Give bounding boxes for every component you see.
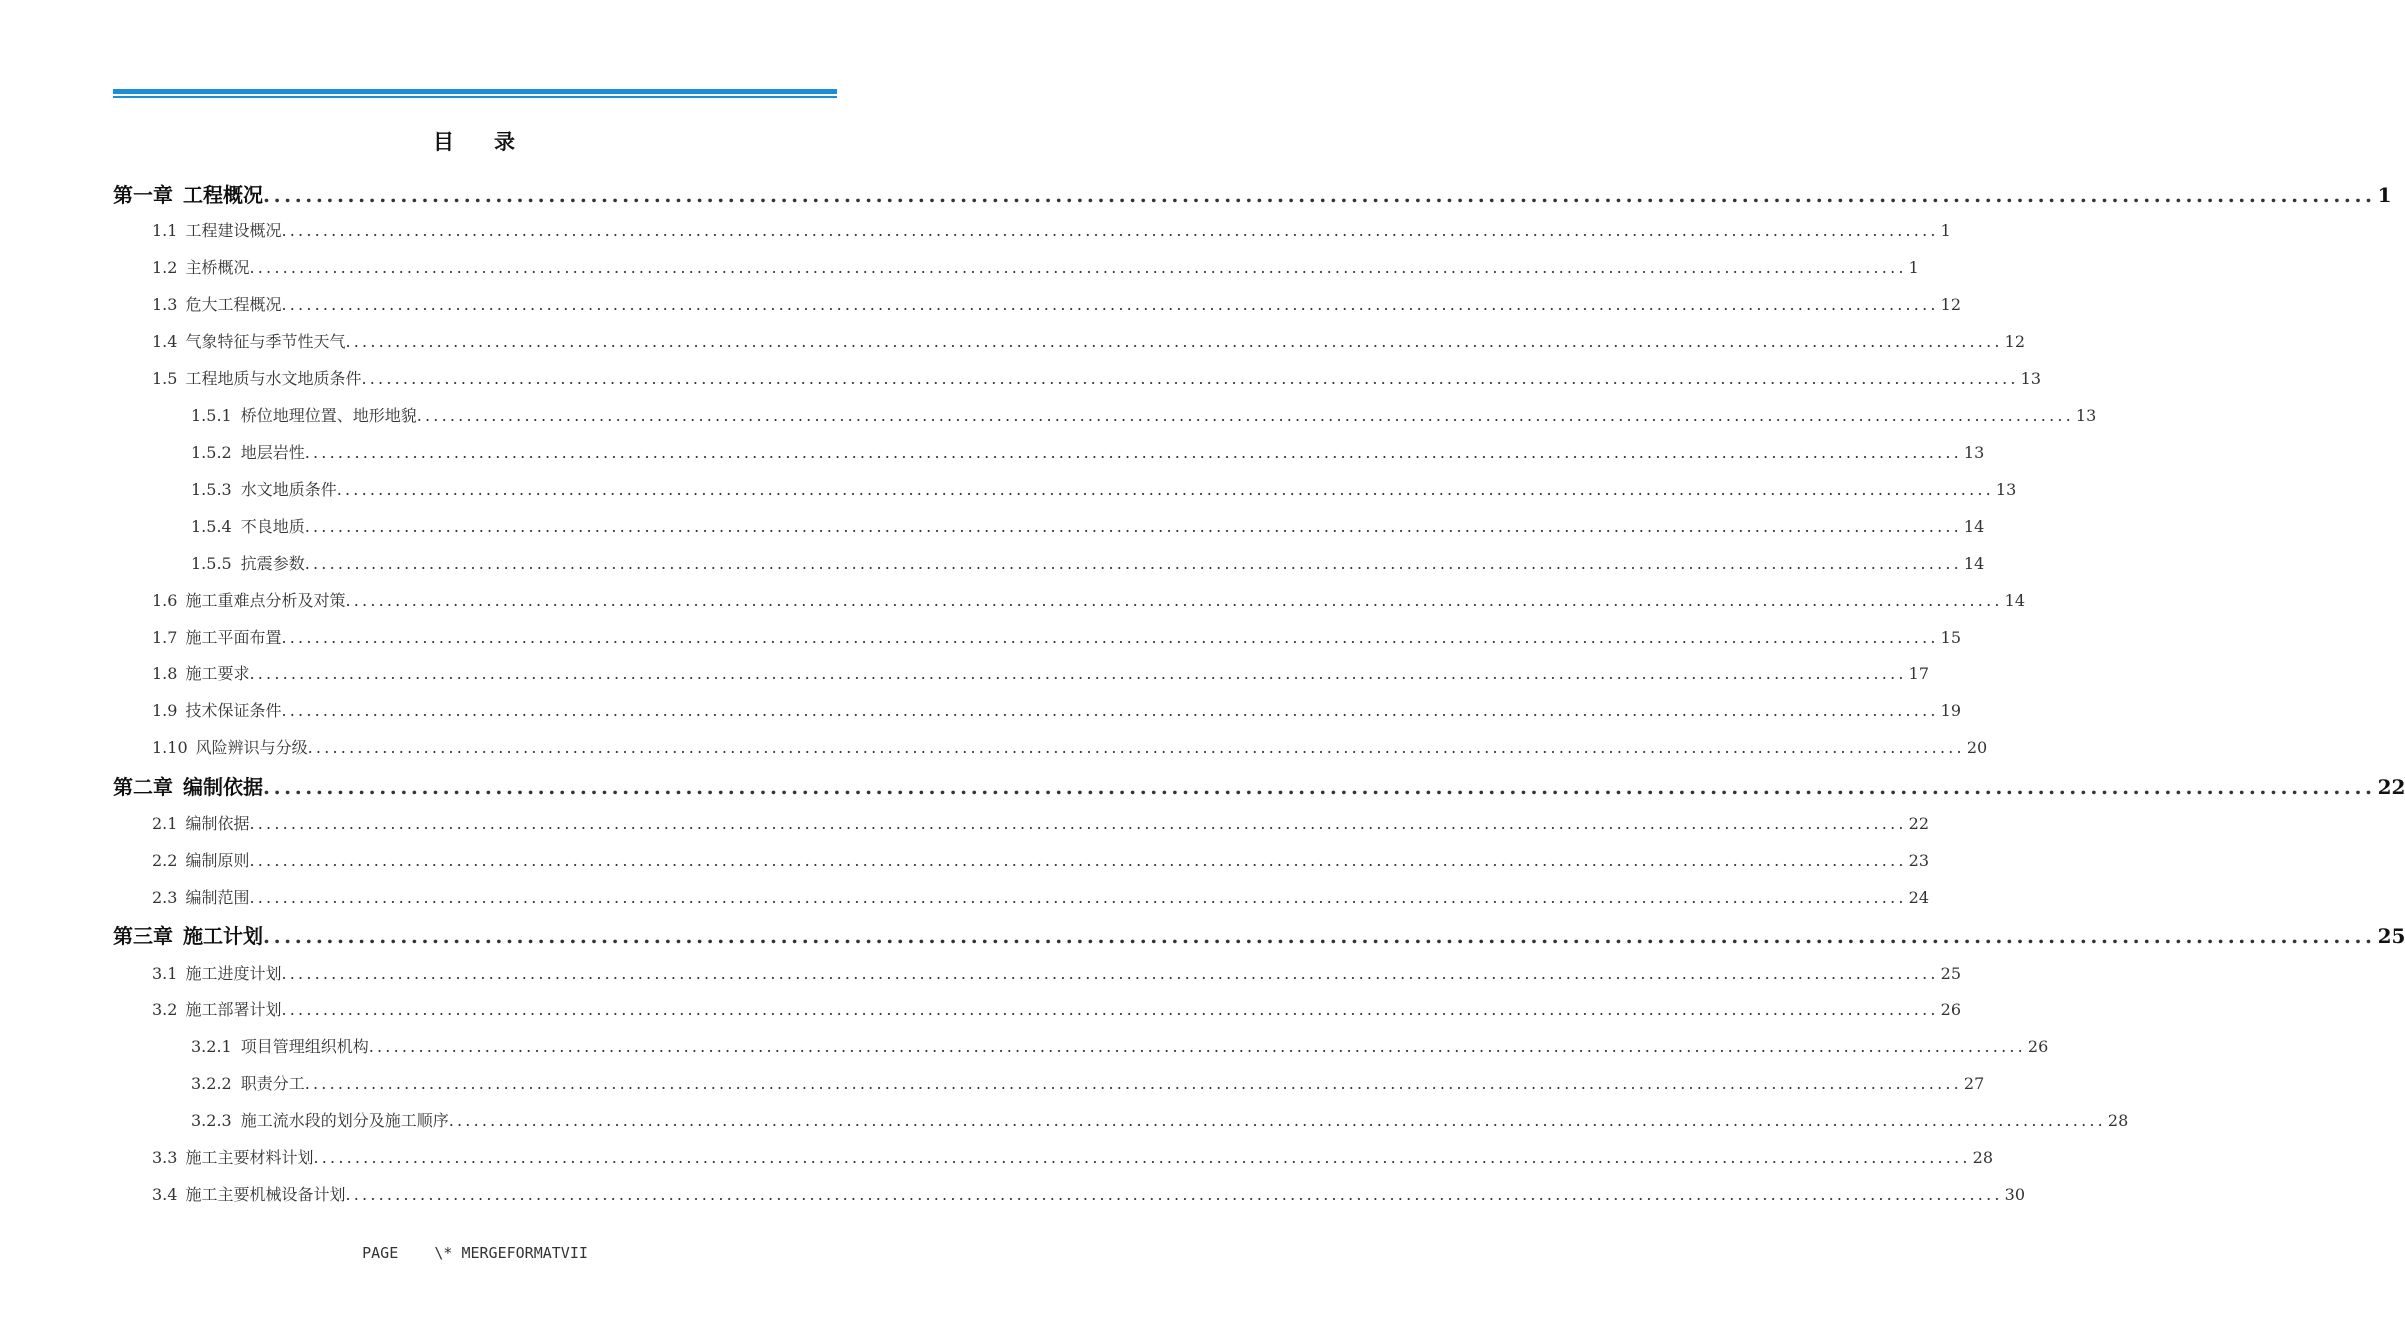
toc-entry-title: 施工流水段的划分及施工顺序 [240,1111,449,1130]
toc-entry-number: 3.3 [152,1148,178,1167]
toc-entry-title: 危大工程概况 [185,295,282,314]
toc-entry-title: 不良地质 [240,517,305,536]
toc-entry-number: 1.8 [152,664,178,683]
toc-entry-title: 气象特征与季节性天气 [185,332,346,351]
toc-entry-page: 12 [2004,332,2026,351]
toc-dot-leader: ........................................................................................................................................................................................................ [416,406,2074,425]
toc-entry-title: 施工计划 [183,924,263,948]
toc-entry-number: 1.5.5 [191,554,232,573]
toc-entry-page: 15 [1940,628,1962,647]
toc-entry-page: 24 [1908,888,1930,907]
toc-entry-number: 3.2.1 [191,1037,232,1056]
toc-chapter-entry[interactable] [113,771,2405,800]
toc-entry-title: 职责分工 [240,1074,305,1093]
toc-entry-title: 工程地质与水文地质条件 [185,369,362,388]
toc-entry-number: 1.7 [152,628,178,647]
toc-entry-number: 1.3 [152,295,178,314]
toc-entry[interactable] [152,961,1962,984]
toc-entry-page: 17 [1908,664,1930,683]
toc-title-left: 目 [433,129,456,154]
toc-entry[interactable] [152,255,1919,278]
toc-entry-number: 1.6 [152,591,178,610]
toc-entry[interactable] [152,885,1930,908]
toc-entry-title: 施工部署计划 [185,1000,282,1019]
toc-entry[interactable] [152,366,2042,389]
toc-entry-number: 3.2 [152,1000,178,1019]
toc-entry[interactable] [152,1182,2026,1205]
toc-entry-title: 编制范围 [185,888,250,907]
toc-dot-leader: ........................................................................................................................................................................................................ [448,1111,2106,1130]
toc-entry-page: 27 [1963,1074,1985,1093]
toc-dot-leader: ........................................................................................................................................................................................................ [304,443,1962,462]
toc-entry[interactable] [191,403,2097,426]
toc-dot-leader: ........................................................................................................................................................................................................ [345,332,2003,351]
toc-entry-number: 1.5.2 [191,443,232,462]
toc-entry[interactable] [152,698,1962,721]
toc-entry-title: 抗震参数 [240,554,305,573]
toc-chapter-entry[interactable] [113,179,2392,208]
toc-entry-page: 19 [1940,701,1962,720]
toc-entry-page: 26 [2027,1037,2049,1056]
toc-entry[interactable] [152,329,2026,352]
toc-entry-title: 技术保证条件 [185,701,282,720]
toc-entry-page: 1 [2377,183,2392,207]
toc-entry-number: 2.1 [152,814,178,833]
toc-dot-leader: ........................................................................................................................................................................................................ [249,888,1907,907]
toc-entry-page: 22 [2377,775,2405,799]
toc-entry-number: 2.2 [152,851,178,870]
toc-entry-title: 地层岩性 [240,443,305,462]
toc-entry-page: 14 [2004,591,2026,610]
toc-entry-number: 3.1 [152,964,178,983]
toc-entry-number: 3.2.2 [191,1074,232,1093]
toc-dot-leader: ........................................................................................................................................................................................................ [249,258,1907,277]
toc-dot-leader: ........................................................................................................................................................................................................ [263,775,2376,799]
toc-entry-page: 23 [1908,851,1930,870]
toc-entry[interactable] [191,551,1985,574]
toc-entry-title: 风险辨识与分级 [195,738,308,757]
toc-entry-number: 2.3 [152,888,178,907]
toc-dot-leader: ........................................................................................................................................................................................................ [281,964,1939,983]
toc-entry-title: 工程概况 [183,183,263,207]
toc-entry[interactable] [191,440,1985,463]
toc-entry-page: 1 [1940,221,1951,240]
toc-entry[interactable] [191,1071,1985,1094]
toc-entry-number: 1.10 [152,738,188,757]
toc-entry-page: 12 [1940,295,1962,314]
toc-entry-number: 3.2.3 [191,1111,232,1130]
toc-entry-page: 25 [1940,964,1962,983]
toc-entry[interactable] [152,661,1930,684]
toc-dot-leader: ........................................................................................................................................................................................................ [249,814,1907,833]
toc-chapter-entry[interactable] [113,920,2405,949]
toc-entry-title: 水文地质条件 [240,480,337,499]
toc-entry-page: 28 [2107,1111,2129,1130]
toc-dot-leader: ........................................................................................................................................................................................................ [361,369,2019,388]
toc-entry-page: 22 [1908,814,1930,833]
toc-entry-number: 1.5 [152,369,178,388]
toc-entry[interactable] [152,1145,1994,1168]
toc-entry-page: 1 [1908,258,1919,277]
toc-entry-number: 第一章 [113,183,173,207]
toc-entry-number: 第二章 [113,775,173,799]
header-rule-thick [113,89,837,94]
toc-entry-page: 13 [1995,480,2017,499]
toc-entry-number: 1.5.1 [191,406,232,425]
toc-entry-number: 3.4 [152,1185,178,1204]
toc-entry-number: 1.5.4 [191,517,232,536]
toc-dot-leader: ........................................................................................................................................................................................................ [281,295,1939,314]
toc-entry-number: 1.1 [152,221,178,240]
toc-entry[interactable] [152,588,2026,611]
toc-entry[interactable] [191,1108,2129,1131]
toc-entry-title: 桥位地理位置、地形地貌 [240,406,417,425]
toc-entry-page: 20 [1966,738,1988,757]
toc-entry-page: 13 [1963,443,1985,462]
toc-entry-page: 13 [2075,406,2097,425]
toc-entry-page: 13 [2020,369,2042,388]
toc-entry-title: 施工要求 [185,664,250,683]
toc-entry-title: 施工进度计划 [185,964,282,983]
toc-dot-leader: ........................................................................................................................................................................................................ [249,851,1907,870]
toc-entry[interactable] [152,218,1951,241]
toc-dot-leader: ........................................................................................................................................................................................................ [281,1000,1939,1019]
toc-dot-leader: ........................................................................................................................................................................................................ [368,1037,2026,1056]
toc-entry[interactable] [152,848,1930,871]
toc-dot-leader: ........................................................................................................................................................................................................ [345,591,2003,610]
toc-entry-title: 施工主要材料计划 [185,1148,314,1167]
toc-dot-leader: ........................................................................................................................................................................................................ [304,1074,1962,1093]
header-rule-thin [113,96,837,98]
toc-entry[interactable] [152,292,1962,315]
toc-dot-leader: ........................................................................................................................................................................................................ [304,517,1962,536]
toc-dot-leader: ........................................................................................................................................................................................................ [307,738,1965,757]
toc-entry-title: 项目管理组织机构 [240,1037,369,1056]
toc-entry-title: 主桥概况 [185,258,250,277]
toc-entry-number: 1.4 [152,332,178,351]
toc-entry-title: 工程建设概况 [185,221,282,240]
toc-entry[interactable] [152,735,1988,758]
toc-entry[interactable] [152,997,1962,1020]
toc-entry-number: 1.2 [152,258,178,277]
toc-dot-leader: ........................................................................................................................................................................................................ [313,1148,1971,1167]
toc-dot-leader: ........................................................................................................................................................................................................ [263,183,2376,207]
toc-entry-page: 25 [2377,924,2405,948]
toc-entry[interactable] [152,625,1962,648]
page-footer: PAGE \* MERGEFORMATVII [362,1244,588,1262]
toc-dot-leader: ........................................................................................................................................................................................................ [345,1185,2003,1204]
toc-entry-title: 编制依据 [185,814,250,833]
toc-entry-title: 施工重难点分析及对策 [185,591,346,610]
toc-entry-title: 施工平面布置 [185,628,282,647]
toc-dot-leader: ........................................................................................................................................................................................................ [281,221,1939,240]
toc-entry-page: 30 [2004,1185,2026,1204]
toc-entry-page: 28 [1972,1148,1994,1167]
toc-entry[interactable] [152,811,1930,834]
toc-entry[interactable] [191,477,2017,500]
toc-dot-leader: ........................................................................................................................................................................................................ [336,480,1994,499]
toc-entry-number: 1.9 [152,701,178,720]
toc-entry-title: 编制依据 [183,775,263,799]
toc-entry-title: 编制原则 [185,851,250,870]
toc-entry-title: 施工主要机械设备计划 [185,1185,346,1204]
toc-entry[interactable] [191,514,1985,537]
toc-dot-leader: ........................................................................................................................................................................................................ [304,554,1962,573]
toc-dot-leader: ........................................................................................................................................................................................................ [263,924,2376,948]
toc-entry-page: 14 [1963,517,1985,536]
toc-entry-page: 26 [1940,1000,1962,1019]
toc-entry[interactable] [191,1034,2049,1057]
toc-entry-page: 14 [1963,554,1985,573]
toc-title [0,126,950,156]
toc-dot-leader: ........................................................................................................................................................................................................ [281,628,1939,647]
toc-dot-leader: ........................................................................................................................................................................................................ [281,701,1939,720]
toc-dot-leader: ........................................................................................................................................................................................................ [249,664,1907,683]
toc-entry-number: 第三章 [113,924,173,948]
toc-title-right: 录 [494,129,517,154]
toc-entry-number: 1.5.3 [191,480,232,499]
